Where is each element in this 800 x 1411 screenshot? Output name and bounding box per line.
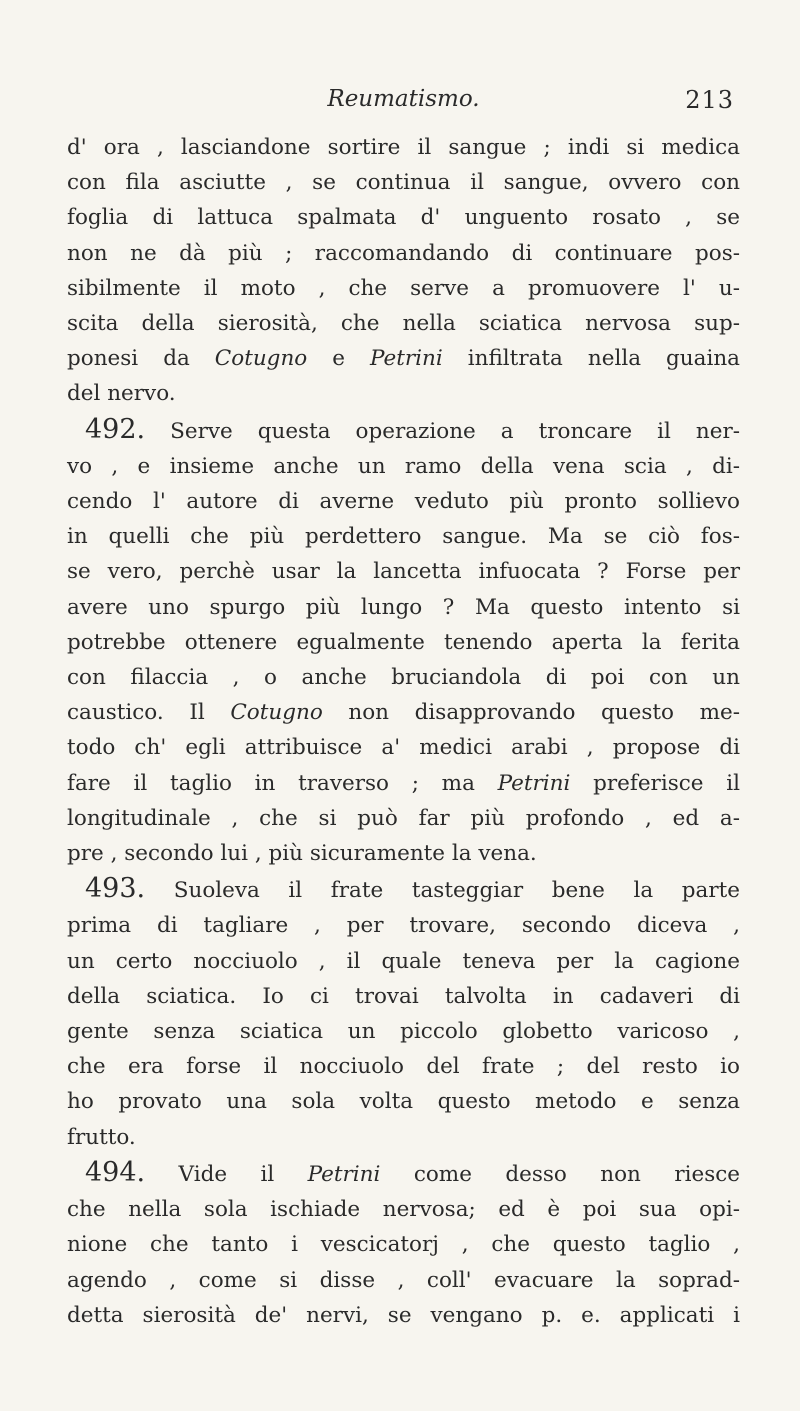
text-line: potrebbe ottenere egualmente tenendo aperta la ferita <box>67 629 740 655</box>
text-run: Serve questa operazione a troncare il ner- <box>145 418 740 444</box>
text-run: e <box>307 346 370 372</box>
text-line: d' ora , lasciandone sortire il sangue ; indi si medica <box>67 135 740 160</box>
text-line: avere uno spurgo più lungo ? Ma questo intento si <box>67 594 740 620</box>
page-header <box>67 86 740 126</box>
author-name-cotugno: Cotugno <box>214 346 308 372</box>
text-line: frutto. <box>67 1124 136 1150</box>
text-line: longitudinale , che si può far più profondo , ed a- <box>67 805 740 831</box>
text-run: non disapprovando questo me- <box>322 700 740 726</box>
text-line: prima di tagliare , per trovare, secondo diceva , <box>67 913 740 939</box>
text-run: Vide il <box>145 1161 308 1187</box>
text-run: fare il taglio in traverso ; ma <box>67 770 498 796</box>
text-line: non ne dà più ; raccomandando di continuare pos- <box>67 240 740 266</box>
paragraph-492-start <box>67 412 740 449</box>
running-title: Reumatismo. <box>327 86 480 112</box>
text-line: nione che tanto i vescicatorj , che questo taglio , <box>67 1232 740 1258</box>
paragraph-number: 493. <box>85 873 146 905</box>
author-name-petrini: Petrini <box>497 770 571 796</box>
text-line: che nella sola ischiade nervosa; ed è poi sua opi- <box>67 1197 740 1223</box>
text-line: in quelli che più perdettero sangue. Ma se ciò fos- <box>67 524 740 550</box>
text-run: come desso non riesce <box>380 1161 740 1187</box>
text-line: che era forse il nocciuolo del frate ; del resto io <box>67 1054 740 1080</box>
text-run: infiltrata nella guaina <box>442 346 741 372</box>
paragraph-494-start <box>67 1155 740 1192</box>
author-name-petrini: Petrini <box>307 1161 381 1187</box>
text-line: con filaccia , o anche bruciandola di poi con un <box>67 665 740 691</box>
text-line: todo ch' egli attribuisce a' medici arabi , propose di <box>67 735 740 761</box>
text-line: sibilmente il moto , che serve a promuovere l' u- <box>67 275 740 301</box>
text-line: foglia di lattuca spalmata d' unguento rosato , se <box>67 205 740 231</box>
text-run: preferisce il <box>570 770 740 796</box>
text-line: pre , secondo lui , più sicuramente la vena. <box>67 841 537 867</box>
text-line: detta sierosità de' nervi, se vengano p. e. applicati i <box>67 1302 740 1328</box>
text-run: Suoleva il frate tasteggiar bene la parte <box>145 878 740 904</box>
text-line: della sciatica. Io ci trovai talvolta in cadaveri di <box>67 983 740 1009</box>
text-line: agendo , come si disse , coll' evacuare la soprad- <box>67 1267 740 1293</box>
text-line <box>67 341 740 376</box>
text-line: ho provato una sola volta questo metodo e senza <box>67 1089 740 1115</box>
text-line <box>67 695 740 730</box>
text-line: con fila asciutte , se continua il sangue, ovvero con <box>67 170 740 196</box>
paragraph-number: 494. <box>85 1156 146 1188</box>
body-text <box>67 130 740 1333</box>
page-number: 213 <box>685 86 734 114</box>
author-name-petrini: Petrini <box>369 346 443 372</box>
text-line: scita della sierosità, che nella sciatica nervosa sup- <box>67 311 740 337</box>
text-line: del nervo. <box>67 381 176 407</box>
text-line: gente senza sciatica un piccolo globetto varicoso , <box>67 1019 740 1045</box>
text-line: cendo l' autore di averne veduto più pronto sollievo <box>67 489 740 515</box>
text-line: vo , e insieme anche un ramo della vena scia , di- <box>67 453 740 479</box>
text-line: se vero, perchè usar la lancetta infuocata ? Forse per <box>67 559 740 585</box>
paragraph-493-start <box>67 871 740 908</box>
author-name-cotugno: Cotugno <box>230 700 323 726</box>
paragraph-number: 492. <box>85 413 146 445</box>
text-line <box>67 766 740 801</box>
text-run: ponesi da <box>67 346 215 372</box>
text-line: un certo nocciuolo , il quale teneva per la cagione <box>67 948 740 974</box>
text-run: caustico. Il <box>67 700 231 726</box>
